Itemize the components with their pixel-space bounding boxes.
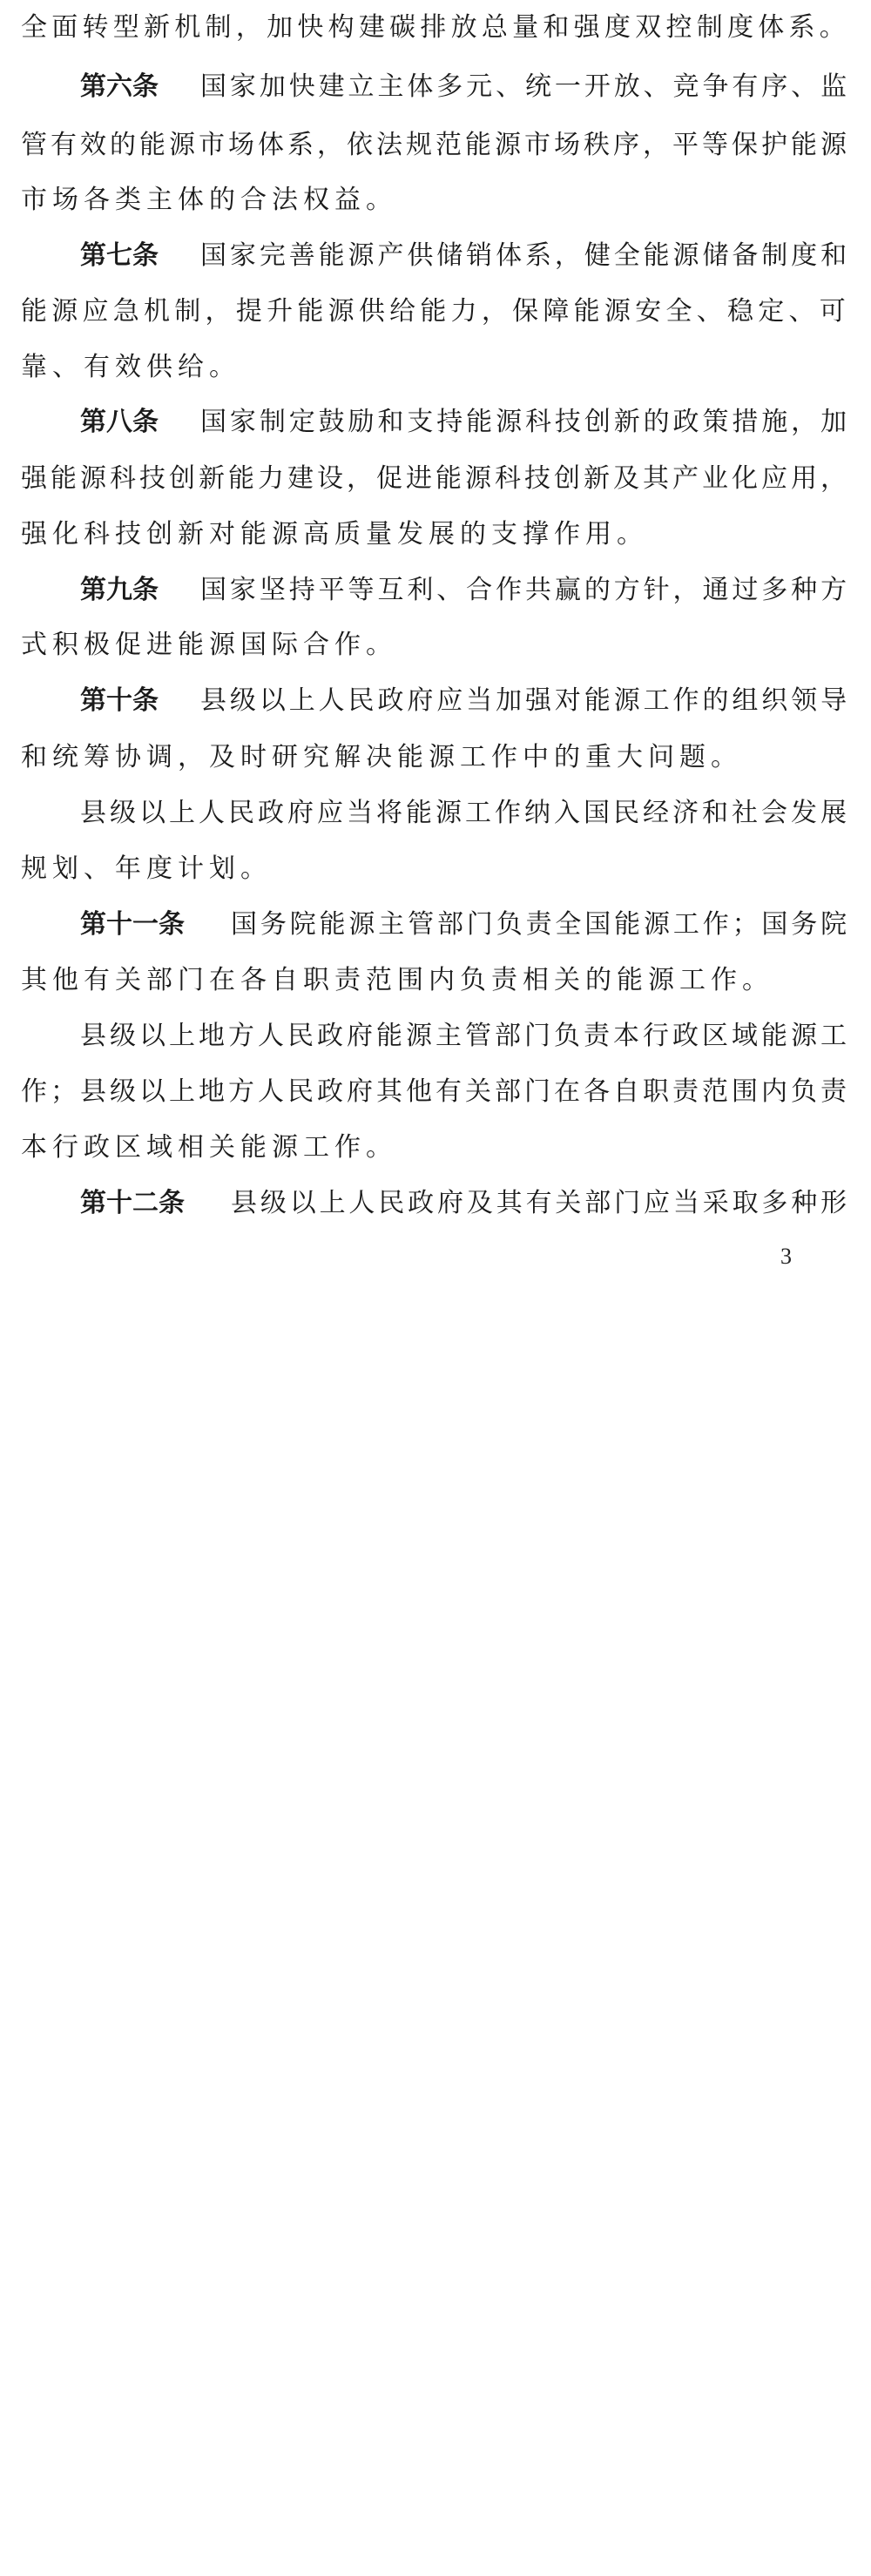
line-text: 其他有关部门在各自职责范围内负责相关的能源工作。 (21, 965, 773, 995)
line-text: 能源应急机制，提升能源供给能力，保障能源安全、稳定、可 (21, 296, 850, 327)
article-line (0, 394, 871, 450)
text-line (0, 0, 871, 56)
text-line (0, 284, 871, 340)
line-text: 式积极促进能源国际合作。 (21, 630, 397, 660)
article-number: 第七条 (80, 240, 159, 271)
text-line (0, 172, 871, 228)
text-line (0, 1120, 871, 1176)
text-line (0, 1008, 871, 1064)
text-line (0, 507, 871, 563)
text-line (0, 730, 871, 786)
watermark (666, 1210, 867, 1285)
line-text: 本行政区域相关能源工作。 (21, 1132, 397, 1163)
article-line (0, 897, 871, 953)
article-number: 第六条 (80, 71, 159, 102)
line-text: 靠、有效供给。 (21, 352, 240, 382)
line-text: 县级以上人民政府应当将能源工作纳入国民经济和社会发展 (80, 798, 850, 828)
line-text: 强能源科技创新能力建设，促进能源科技创新及其产业化应用， (21, 463, 850, 494)
line-text: 管有效的能源市场体系，依法规范能源市场秩序，平等保护能源 (21, 130, 850, 160)
text-line (0, 953, 871, 1008)
article-line (0, 563, 871, 618)
line-text: 全面转型新机制，加快构建碳排放总量和强度双控制度体系。 (21, 12, 850, 43)
line-text: 国家制定鼓励和支持能源科技创新的政策措施，加 (200, 407, 850, 437)
text-line (0, 786, 871, 841)
page-number: 3 (780, 1244, 792, 1269)
article-line (0, 673, 871, 729)
line-text: 国家加快建立主体多元、统一开放、竞争有序、监 (200, 71, 850, 102)
line-text: 作；县级以上地方人民政府其他有关部门在各自职责范围内负责 (21, 1076, 850, 1107)
line-text: 和统筹协调，及时研究解决能源工作中的重大问题。 (21, 742, 742, 772)
text-line (0, 841, 871, 897)
line-text: 县级以上人民政府应当加强对能源工作的组织领导 (200, 685, 850, 716)
line-text: 县级以上人民政府及其有关部门应当采取多种形 (231, 1188, 850, 1218)
line-text: 规划、年度计划。 (21, 853, 272, 884)
article-number: 第十一条 (80, 909, 185, 940)
line-text: 强化科技创新对能源高质量发展的支撑作用。 (21, 519, 648, 550)
line-text: 国务院能源主管部门负责全国能源工作；国务院 (231, 909, 850, 940)
line-text: 国家坚持平等互利、合作共赢的方针，通过多种方 (200, 575, 850, 605)
article-line (0, 228, 871, 284)
text-line (0, 118, 871, 173)
article-number: 第八条 (80, 407, 159, 437)
article-number: 第十条 (80, 685, 159, 716)
article-number: 第九条 (80, 575, 159, 605)
article-line (0, 59, 871, 115)
line-text: 国家完善能源产供储销体系，健全能源储备制度和 (200, 240, 850, 271)
article-number: 第十二条 (80, 1188, 185, 1218)
text-line (0, 451, 871, 507)
text-line (0, 340, 871, 395)
line-text: 市场各类主体的合法权益。 (21, 185, 397, 215)
text-line (0, 1064, 871, 1120)
text-line (0, 617, 871, 673)
line-text: 县级以上地方人民政府能源主管部门负责本行政区域能源工 (80, 1021, 850, 1051)
